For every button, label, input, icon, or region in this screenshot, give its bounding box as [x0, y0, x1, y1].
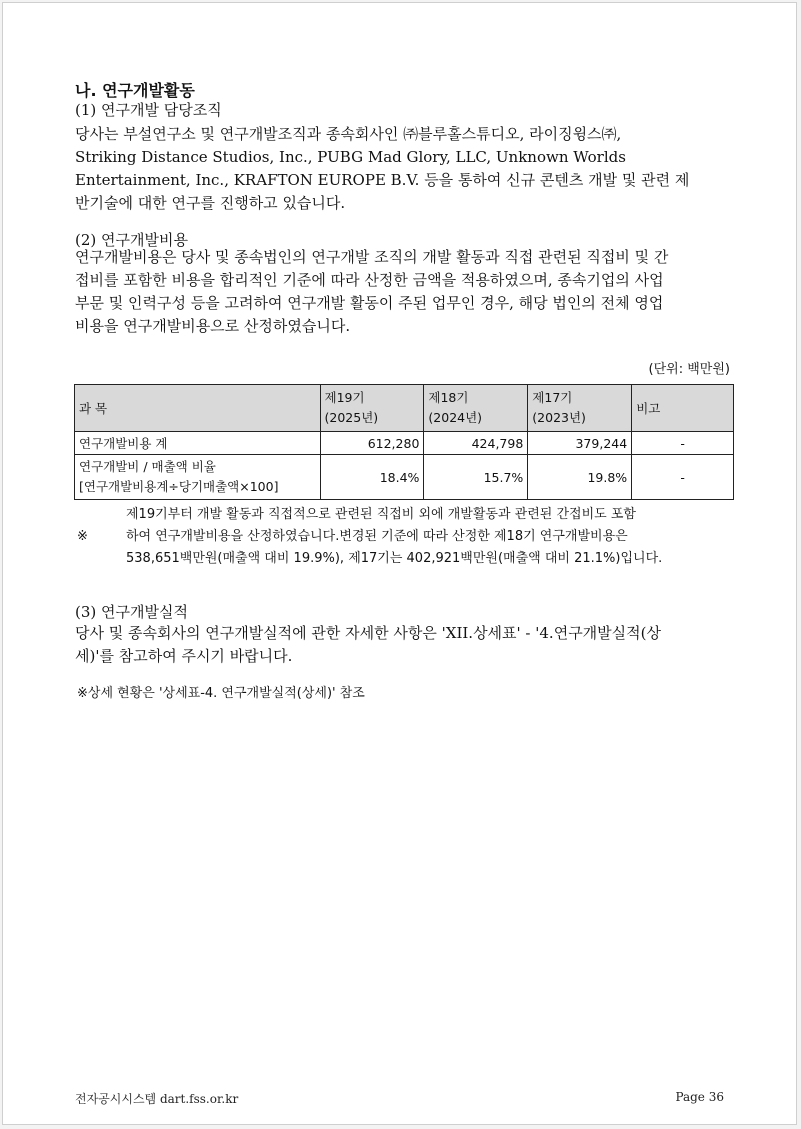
cell-value: 18.4% [320, 455, 424, 500]
text-line: 제19기부터 개발 활동과 직접적으로 관련된 직접비 외에 개발활동과 관련된 간접비도 포함 [126, 507, 636, 522]
cell-value: 19.8% [528, 455, 632, 500]
cell-value: 379,244 [528, 432, 632, 455]
period-year: (2025년) [324, 410, 379, 425]
period-year: (2023년) [532, 410, 586, 425]
text-line: 당사는 부설연구소 및 연구개발조직과 종속회사인 ㈜블루홀스튜디오, 라이징윙스㈜, [75, 125, 622, 143]
paragraph-rd-results [75, 622, 735, 668]
text-line: 비용을 연구개발비용으로 산정하였습니다. [75, 317, 351, 335]
table-row [75, 455, 734, 500]
cell-value: 424,798 [424, 432, 528, 455]
text-line: Entertainment, Inc., KRAFTON EUROPE B.V. 등을 통하여 신규 콘텐츠 개발 및 관련 제 [75, 171, 690, 189]
text-line: 당사 및 종속회사의 연구개발실적에 관한 자세한 사항은 'XII.상세표' - '4.연구개발실적(상 [75, 624, 661, 642]
text-line: 반기술에 대한 연구를 진행하고 있습니다. [75, 194, 346, 212]
document-page [2, 2, 797, 1125]
subsection-title-rd-results: (3) 연구개발실적 [75, 603, 188, 621]
text-line: 연구개발비용은 당사 및 종속법인의 연구개발 조직의 개발 활동과 직접 관련된 직접비 및 간 [75, 248, 669, 266]
text-line: 접비를 포함한 비용을 합리적인 기준에 따라 산정한 금액을 적용하였으며, 종속기업의 사업 [75, 271, 664, 289]
cell-remark: - [632, 432, 734, 455]
subsection-title-rd-cost: (2) 연구개발비용 [75, 231, 188, 249]
note-text [126, 504, 736, 570]
text-line: 세)'를 참고하여 주시기 바랍니다. [75, 647, 293, 665]
period-name: 제19기 [324, 390, 365, 405]
table-row [75, 432, 734, 455]
section-title: 나. 연구개발활동 [75, 81, 195, 100]
row-label-sub: [연구개발비용계÷당기매출액×100] [79, 479, 279, 494]
header-period [320, 385, 424, 432]
row-label-main: 연구개발비 / 매출액 비율 [79, 459, 216, 474]
header-period [424, 385, 528, 432]
text-line: Striking Distance Studios, Inc., PUBG Mad Glory, LLC, Unknown Worlds [75, 148, 626, 166]
paragraph-rd-organization [75, 123, 735, 215]
row-label [75, 455, 321, 500]
subsection-title-rd-organization: (1) 연구개발 담당조직 [75, 101, 222, 119]
rd-cost-table [74, 384, 734, 500]
note-mark: ※ [77, 529, 88, 544]
text-line: 538,651백만원(매출액 대비 19.9%), 제17기는 402,921백만원(매출액 대비 21.1%)입니다. [126, 551, 663, 566]
header-subject: 과 목 [75, 385, 321, 432]
paragraph-rd-cost [75, 246, 735, 338]
text-line: 하여 연구개발비용을 산정하였습니다.변경된 기준에 따라 산정한 제18기 연구개발비용은 [126, 529, 628, 544]
footer-page-number: Page 36 [675, 1090, 724, 1104]
period-name: 제18기 [428, 390, 469, 405]
header-remark: 비고 [632, 385, 734, 432]
row-label: 연구개발비용 계 [75, 432, 321, 455]
table-header-row [75, 385, 734, 432]
detail-note: ※상세 현황은 '상세표-4. 연구개발실적(상세)' 참조 [77, 686, 365, 701]
cell-value: 15.7% [424, 455, 528, 500]
period-name: 제17기 [532, 390, 573, 405]
text-line: 부문 및 인력구성 등을 고려하여 연구개발 활동이 주된 업무인 경우, 해당 법인의 전체 영업 [75, 294, 664, 312]
footer-source: 전자공시시스템 dart.fss.or.kr [75, 1092, 239, 1106]
cell-remark: - [632, 455, 734, 500]
unit-label: (단위: 백만원) [648, 362, 730, 377]
period-year: (2024년) [428, 410, 483, 425]
cell-value: 612,280 [320, 432, 424, 455]
header-period [528, 385, 632, 432]
